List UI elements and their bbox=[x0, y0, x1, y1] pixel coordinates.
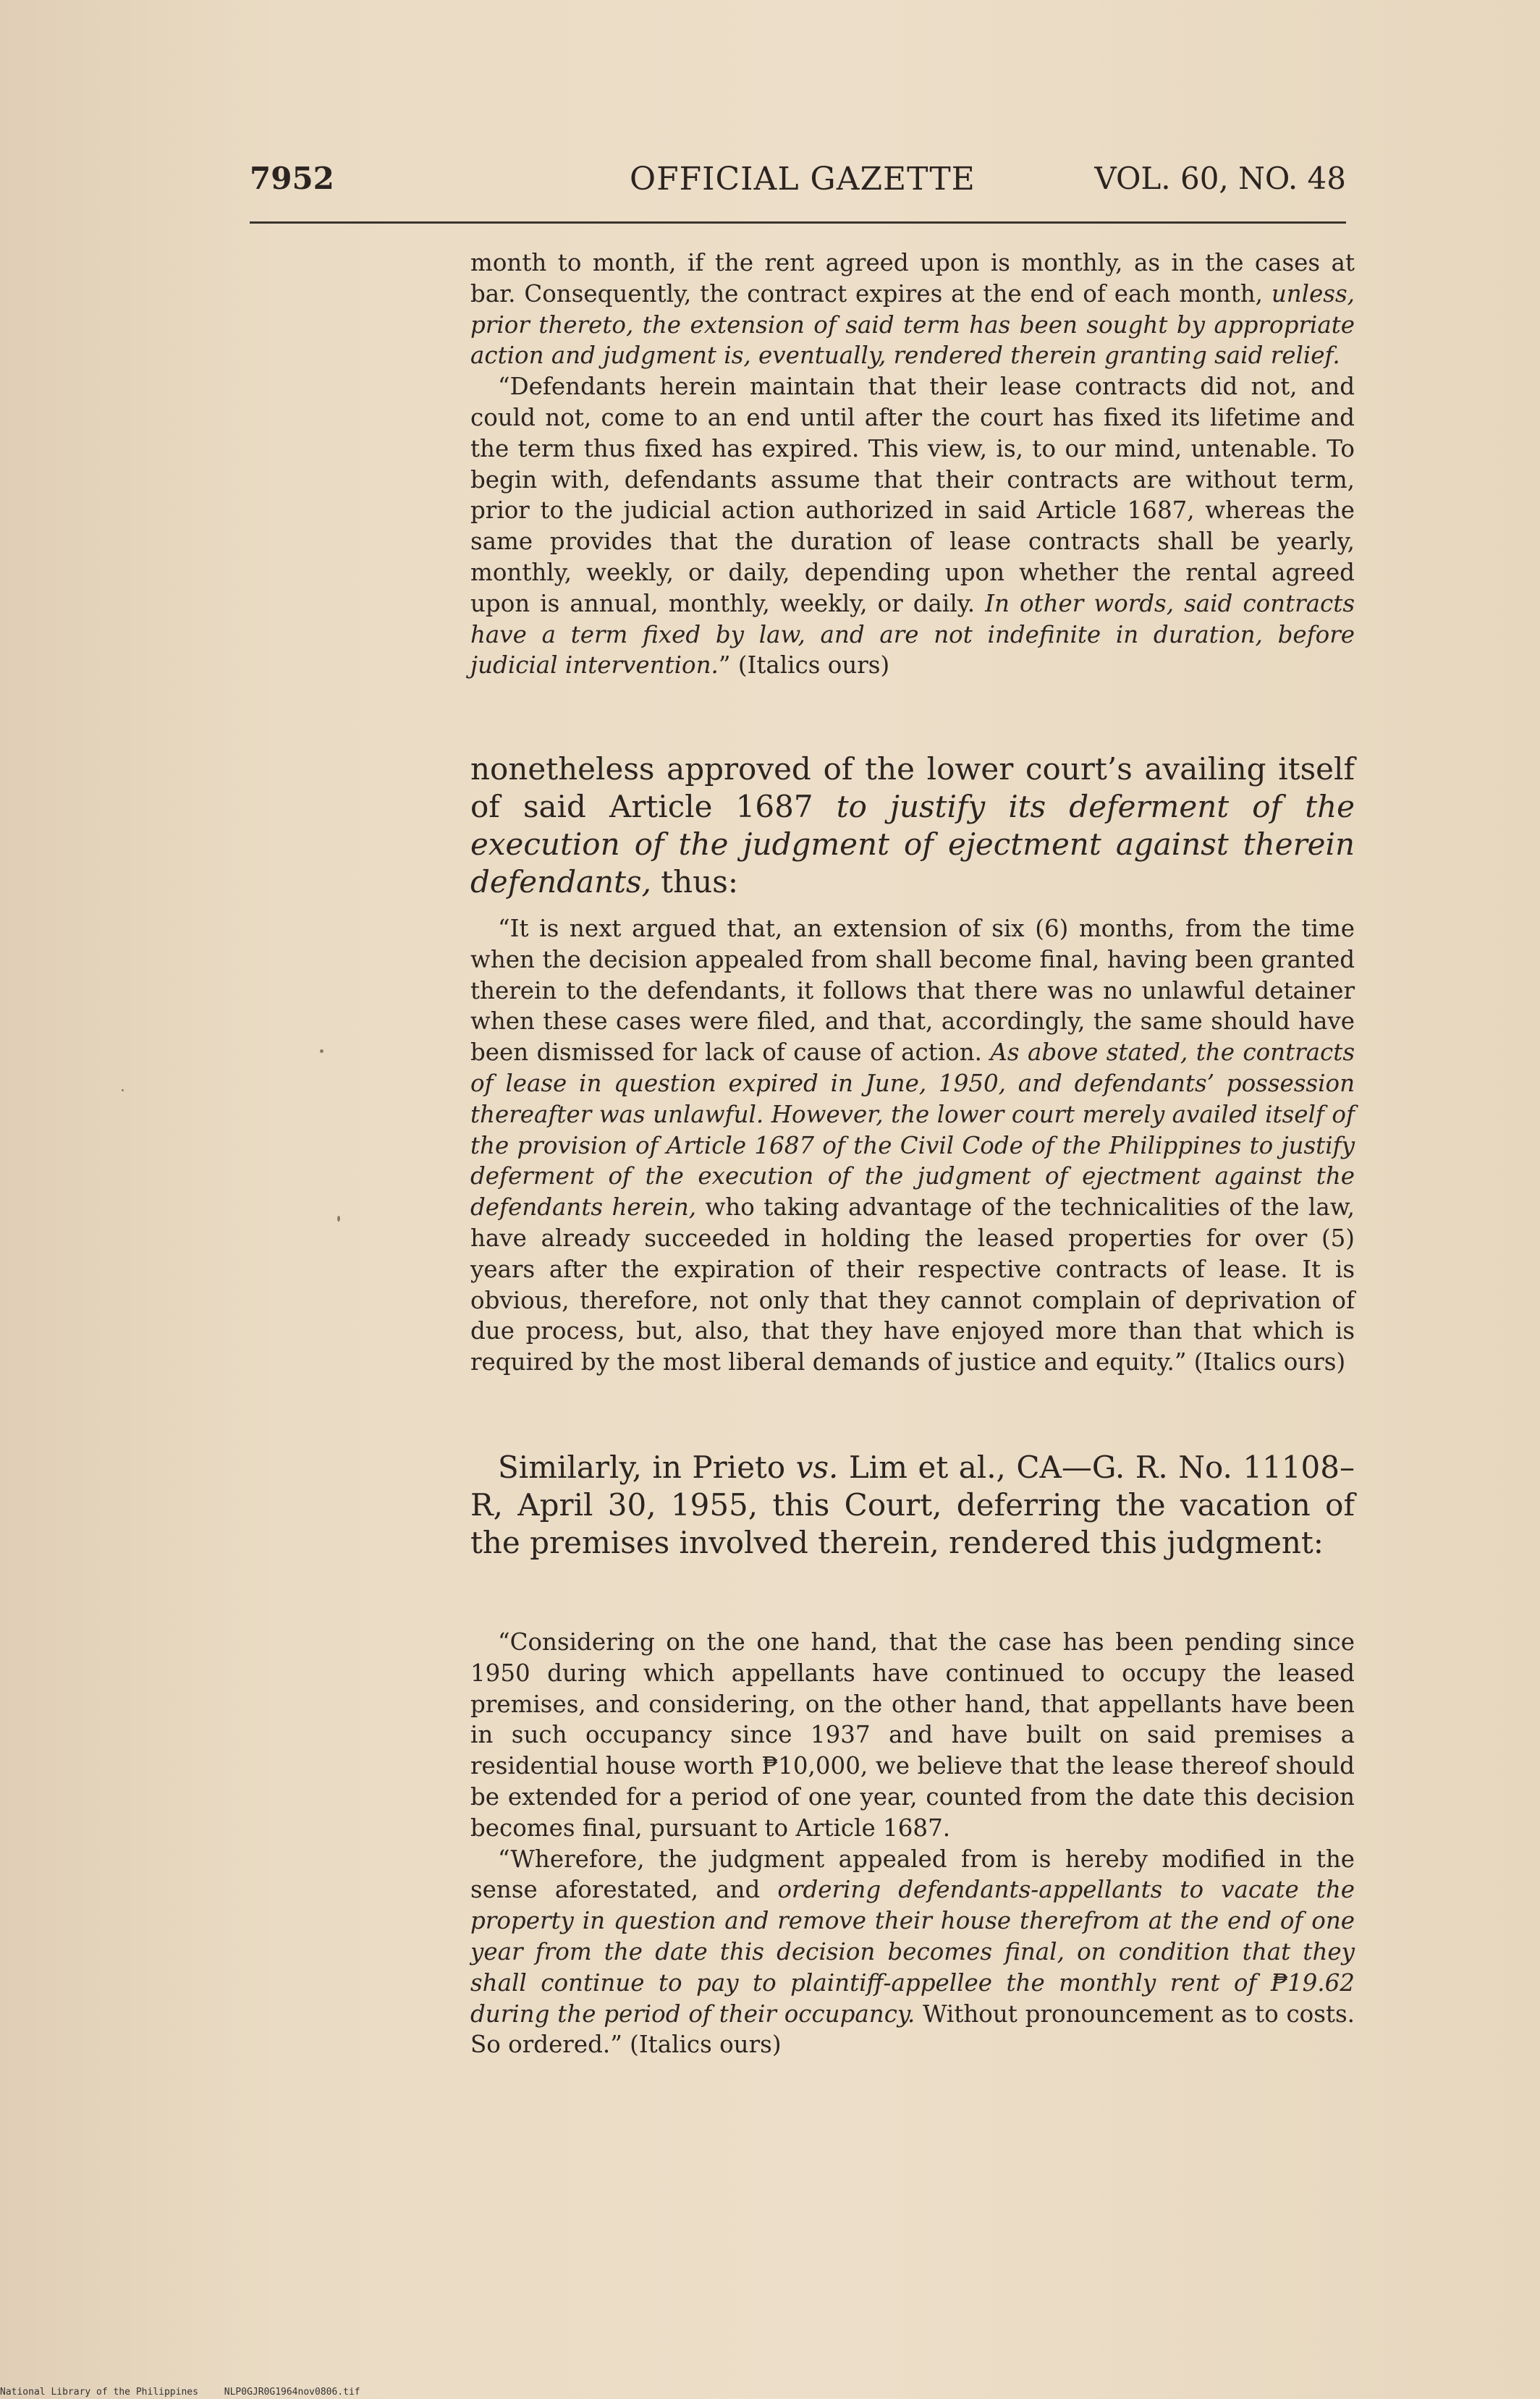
library-credit: National Library of the Philippines bbox=[0, 2387, 198, 2398]
paragraph bbox=[470, 1627, 1355, 1844]
paragraph bbox=[470, 247, 1355, 371]
text-run: who taking advantage of the technicalities of the law, have already succeeded in holding the leased properties for over (5) years after the expiration of their respective contracts of lease. It is obvious, therefore, not only that they cannot complain of deprivation of due process, but, also, that they have enjoyed more than that which is required by the most liberal demands of justice and equity.” (Italics ours) bbox=[470, 1193, 1355, 1376]
text-run: Lim et al., CA—G. R. No. 11108–R, April 30, 1955, this Court, deferring the vacation of the premises involved therein, rendered this judgment: bbox=[470, 1450, 1355, 1560]
paper-speck bbox=[320, 1049, 323, 1053]
text-run: “It is next argued that, an extension of six (6) months, from the time when the decision appealed from shall become final, having been granted therein to the defendants, it follows that there was no unlawful detainer when these cases were filed, and that, accordingly, the same should have been dismissed for lack of cause of action. bbox=[470, 915, 1355, 1067]
publication-title: OFFICIAL GAZETTE bbox=[630, 161, 976, 198]
paragraph bbox=[470, 750, 1355, 901]
italic-text: ordering defendants-appellants to vacate the property in question and remove their house therefrom at the end of one year from the date this decision becomes final, on condition that they shall continue to pay to plaintiff-appellee the monthly rent of ₱19.62 during the period of their occupancy. bbox=[470, 1876, 1355, 2028]
text-run: “Defendants herein maintain that their lease contracts did not, and could not, come to an end until after the court has fixed its lifetime and the term thus fixed has expired. This view, is, to our mind, untenable. To begin with, defendants assume that their contracts are without term, prior to the judicial action authorized in said Article 1687, whereas the same provides that the duration of lease contracts shall be yearly, monthly, weekly, or daily, depending upon whether the rental agreed upon is annual, monthly, weekly, or daily. bbox=[470, 373, 1355, 617]
italic-text: to justify its deferment of the execution of the judgment of ejectment against therein defendants, bbox=[470, 789, 1355, 900]
text-run: “Wherefore, the judgment appealed from is hereby modified in the sense aforestated, and bbox=[470, 1845, 1355, 1904]
text-run: ” (Italics ours) bbox=[718, 651, 890, 680]
paragraph bbox=[470, 1449, 1355, 1562]
text-run: Without pronouncement as to costs. So ordered.” (Italics ours) bbox=[470, 2000, 1355, 2059]
quoted-passage-1 bbox=[470, 247, 1355, 681]
text-run: thus: bbox=[651, 864, 738, 900]
italic-text: As above stated, the contracts of lease in question expired in June, 1950, and defendants’ possession thereafter was unlawful. However, the lower court merely availed itself of the provision of Article 1687 of the Civil Code of the Philippines to justify deferment of the execution of the judgment of ejectment against the defendants herein, bbox=[470, 1038, 1355, 1222]
italic-text: In other words, said contracts have a term fixed by law, and are not indefinite in duration, before judicial intervention. bbox=[470, 589, 1355, 680]
text-run: “Considering on the one hand, that the case has been pending since 1950 during which appellants have continued to occupy the leased premises, and considering, on the other hand, that appellants have been in such occupancy since 1937 and have built on said premises a residential house worth ₱10,000, we believe that the lease thereof should be extended for a period of one year, counted from the date this decision becomes final, pursuant to Article 1687. bbox=[470, 1628, 1355, 1842]
text-run: nonetheless approved of the lower court’s availing itself of said Article 1687 bbox=[470, 751, 1355, 824]
paragraph bbox=[470, 371, 1355, 681]
volume-number: VOL. 60, NO. 48 bbox=[1094, 161, 1346, 196]
text-run: Similarly, in Prieto bbox=[498, 1450, 796, 1485]
page-number: 7952 bbox=[250, 161, 334, 196]
paper-speck bbox=[122, 1089, 124, 1091]
paper-speck bbox=[337, 1216, 340, 1222]
text-run: month to month, if the rent agreed upon is monthly, as in the cases at bar. Consequently, the contract expires at the end of each month, bbox=[470, 249, 1355, 308]
body-text-1 bbox=[470, 750, 1355, 901]
paragraph bbox=[470, 913, 1355, 1378]
quoted-passage-3 bbox=[470, 1627, 1355, 2060]
header-rule bbox=[250, 221, 1346, 224]
italic-text: unless, prior thereto, the extension of said term has been sought by appropriate action and judgment is, eventually, rendered therein granting said relief. bbox=[470, 279, 1355, 370]
paragraph bbox=[470, 1844, 1355, 2061]
running-header bbox=[250, 161, 1346, 204]
file-name: NLP0GJR0G1964nov0806.tif bbox=[224, 2387, 360, 2398]
italic-text: vs. bbox=[795, 1450, 839, 1485]
body-text-2 bbox=[470, 1449, 1355, 1562]
quoted-passage-2 bbox=[470, 913, 1355, 1378]
scan-footer bbox=[0, 2387, 381, 2398]
